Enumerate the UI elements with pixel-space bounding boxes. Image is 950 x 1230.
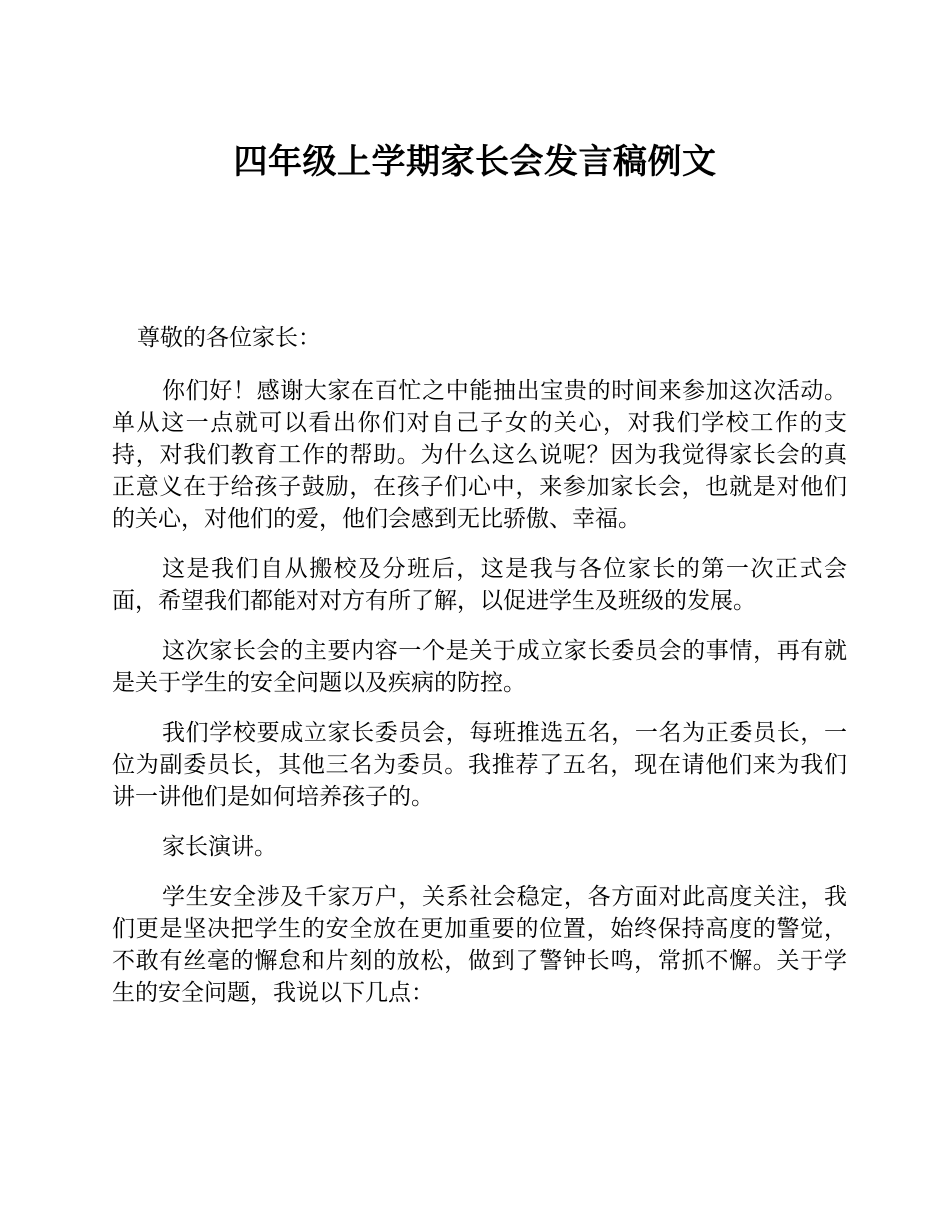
paragraph-3: 这次家长会的主要内容一个是关于成立家长委员会的事情，再有就是关于学生的安全问题以及疾病的防控。: [112, 638, 847, 696]
document-body: [112, 322, 847, 1009]
paragraph-1: 你们好！感谢大家在百忙之中能抽出宝贵的时间来参加这次活动。单从这一点就可以看出你们对自己子女的关心，对我们学校工作的支持，对我们教育工作的帮助。为什么这么说呢？因为我觉得家长会的真正意义在于给孩子鼓励，在孩子们心中，来参加家长会，也就是对他们的关心，对他们的爱，他们会感到无比骄傲、幸福。: [112, 378, 847, 532]
document-title: 四年级上学期家长会发言稿例文: [233, 142, 717, 182]
paragraph-2: 这是我们自从搬校及分班后，这是我与各位家长的第一次正式会面，希望我们都能对对方有所了解，以促进学生及班级的发展。: [112, 556, 847, 614]
salutation: 尊敬的各位家长：: [137, 325, 321, 351]
paragraph-6: 学生安全涉及千家万户，关系社会稳定，各方面对此高度关注，我们更是坚决把学生的安全放在更加重要的位置，始终保持高度的警觉，不敢有丝毫的懈怠和片刻的放松，做到了警钟长鸣，常抓不懈。关于学生的安全问题，我说以下几点：: [112, 884, 847, 1006]
paragraph-5: 家长演讲。: [162, 834, 277, 860]
paragraph-4: 我们学校要成立家长委员会，每班推选五名，一名为正委员长，一位为副委员长，其他三名为委员。我推荐了五名，现在请他们来为我们讲一讲他们是如何培养孩子的。: [112, 720, 847, 810]
